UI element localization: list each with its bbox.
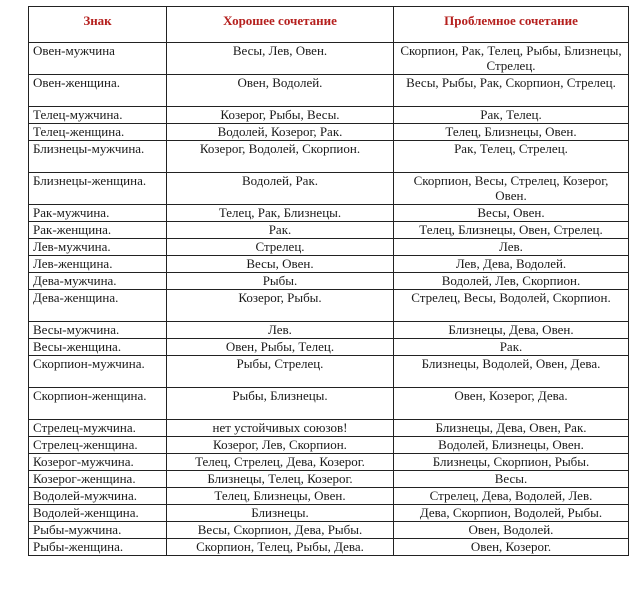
sign-cell: Дева-женщина. bbox=[29, 290, 167, 322]
good-match-cell: Близнецы, Телец, Козерог. bbox=[167, 471, 394, 488]
sign-cell: Близнецы-мужчина. bbox=[29, 141, 167, 173]
good-match-cell: Весы, Скорпион, Дева, Рыбы. bbox=[167, 522, 394, 539]
good-match-cell: Близнецы. bbox=[167, 505, 394, 522]
good-match-cell: Весы, Овен. bbox=[167, 256, 394, 273]
sign-cell: Рак-мужчина. bbox=[29, 205, 167, 222]
sign-cell: Телец-женщина. bbox=[29, 124, 167, 141]
problem-match-cell: Лев. bbox=[394, 239, 629, 256]
sign-cell: Овен-мужчина bbox=[29, 43, 167, 75]
good-match-cell: Водолей, Рак. bbox=[167, 173, 394, 205]
problem-match-cell: Овен, Козерог. bbox=[394, 539, 629, 556]
table-row bbox=[29, 471, 629, 488]
header-sign: Знак bbox=[29, 7, 167, 43]
problem-match-cell: Телец, Близнецы, Овен, Стрелец. bbox=[394, 222, 629, 239]
sign-cell: Лев-женщина. bbox=[29, 256, 167, 273]
sign-cell: Телец-мужчина. bbox=[29, 107, 167, 124]
problem-match-cell: Телец, Близнецы, Овен. bbox=[394, 124, 629, 141]
problem-match-cell: Близнецы, Водолей, Овен, Дева. bbox=[394, 356, 629, 388]
problem-match-cell: Близнецы, Скорпион, Рыбы. bbox=[394, 454, 629, 471]
good-match-cell: Рыбы, Стрелец. bbox=[167, 356, 394, 388]
table-row bbox=[29, 43, 629, 75]
sign-cell: Лев-мужчина. bbox=[29, 239, 167, 256]
problem-match-cell: Стрелец, Дева, Водолей, Лев. bbox=[394, 488, 629, 505]
sign-cell: Близнецы-женщина. bbox=[29, 173, 167, 205]
problem-match-cell: Дева, Скорпион, Водолей, Рыбы. bbox=[394, 505, 629, 522]
sign-cell: Весы-женщина. bbox=[29, 339, 167, 356]
table-row bbox=[29, 356, 629, 388]
problem-match-cell: Весы, Овен. bbox=[394, 205, 629, 222]
table-row bbox=[29, 454, 629, 471]
good-match-cell: Телец, Стрелец, Дева, Козерог. bbox=[167, 454, 394, 471]
good-match-cell: Рыбы. bbox=[167, 273, 394, 290]
problem-match-cell: Овен, Козерог, Дева. bbox=[394, 388, 629, 420]
good-match-cell: Козерог, Рыбы. bbox=[167, 290, 394, 322]
table-row bbox=[29, 437, 629, 454]
good-match-cell: Стрелец. bbox=[167, 239, 394, 256]
header-problem-match: Проблемное сочетание bbox=[394, 7, 629, 43]
good-match-cell: Телец, Близнецы, Овен. bbox=[167, 488, 394, 505]
table-row bbox=[29, 75, 629, 107]
good-match-cell: Скорпион, Телец, Рыбы, Дева. bbox=[167, 539, 394, 556]
sign-cell: Козерог-женщина. bbox=[29, 471, 167, 488]
good-match-cell: Телец, Рак, Близнецы. bbox=[167, 205, 394, 222]
table-row bbox=[29, 124, 629, 141]
good-match-cell: Козерог, Водолей, Скорпион. bbox=[167, 141, 394, 173]
table-row bbox=[29, 173, 629, 205]
table-row bbox=[29, 420, 629, 437]
sign-cell: Козерог-мужчина. bbox=[29, 454, 167, 471]
table-row bbox=[29, 522, 629, 539]
good-match-cell: Козерог, Рыбы, Весы. bbox=[167, 107, 394, 124]
table-row bbox=[29, 488, 629, 505]
good-match-cell: Рыбы, Близнецы. bbox=[167, 388, 394, 420]
sign-cell: Водолей-мужчина. bbox=[29, 488, 167, 505]
table-body bbox=[29, 43, 629, 556]
table-row bbox=[29, 339, 629, 356]
problem-match-cell: Стрелец, Весы, Водолей, Скорпион. bbox=[394, 290, 629, 322]
good-match-cell: Весы, Лев, Овен. bbox=[167, 43, 394, 75]
good-match-cell: Козерог, Лев, Скорпион. bbox=[167, 437, 394, 454]
sign-cell: Рыбы-женщина. bbox=[29, 539, 167, 556]
problem-match-cell: Весы, Рыбы, Рак, Скорпион, Стрелец. bbox=[394, 75, 629, 107]
good-match-cell: Рак. bbox=[167, 222, 394, 239]
problem-match-cell: Скорпион, Рак, Телец, Рыбы, Близнецы, Стрелец. bbox=[394, 43, 629, 75]
problem-match-cell: Рак. bbox=[394, 339, 629, 356]
sign-cell: Рыбы-мужчина. bbox=[29, 522, 167, 539]
problem-match-cell: Водолей, Лев, Скорпион. bbox=[394, 273, 629, 290]
good-match-cell: Лев. bbox=[167, 322, 394, 339]
sign-cell: Стрелец-мужчина. bbox=[29, 420, 167, 437]
good-match-cell: Водолей, Козерог, Рак. bbox=[167, 124, 394, 141]
good-match-cell: Овен, Рыбы, Телец. bbox=[167, 339, 394, 356]
problem-match-cell: Овен, Водолей. bbox=[394, 522, 629, 539]
sign-cell: Стрелец-женщина. bbox=[29, 437, 167, 454]
table-row bbox=[29, 222, 629, 239]
sign-cell: Скорпион-женщина. bbox=[29, 388, 167, 420]
sign-cell: Водолей-женщина. bbox=[29, 505, 167, 522]
problem-match-cell: Близнецы, Дева, Овен, Рак. bbox=[394, 420, 629, 437]
sign-cell: Овен-женщина. bbox=[29, 75, 167, 107]
problem-match-cell: Скорпион, Весы, Стрелец, Козерог, Овен. bbox=[394, 173, 629, 205]
table-row bbox=[29, 239, 629, 256]
table-row bbox=[29, 505, 629, 522]
sign-cell: Скорпион-мужчина. bbox=[29, 356, 167, 388]
table-row bbox=[29, 205, 629, 222]
problem-match-cell: Рак, Телец, Стрелец. bbox=[394, 141, 629, 173]
sign-cell: Дева-мужчина. bbox=[29, 273, 167, 290]
sign-cell: Рак-женщина. bbox=[29, 222, 167, 239]
problem-match-cell: Водолей, Близнецы, Овен. bbox=[394, 437, 629, 454]
compatibility-table-container bbox=[28, 6, 628, 556]
table-row bbox=[29, 107, 629, 124]
problem-match-cell: Лев, Дева, Водолей. bbox=[394, 256, 629, 273]
sign-cell: Весы-мужчина. bbox=[29, 322, 167, 339]
problem-match-cell: Близнецы, Дева, Овен. bbox=[394, 322, 629, 339]
table-header-row bbox=[29, 7, 629, 43]
table-row bbox=[29, 322, 629, 339]
problem-match-cell: Рак, Телец. bbox=[394, 107, 629, 124]
good-match-cell: Овен, Водолей. bbox=[167, 75, 394, 107]
compatibility-table bbox=[28, 6, 629, 556]
problem-match-cell: Весы. bbox=[394, 471, 629, 488]
table-row bbox=[29, 273, 629, 290]
table-row bbox=[29, 141, 629, 173]
good-match-cell: нет устойчивых союзов! bbox=[167, 420, 394, 437]
header-good-match: Хорошее сочетание bbox=[167, 7, 394, 43]
table-row bbox=[29, 256, 629, 273]
table-row bbox=[29, 388, 629, 420]
table-row bbox=[29, 539, 629, 556]
table-row bbox=[29, 290, 629, 322]
